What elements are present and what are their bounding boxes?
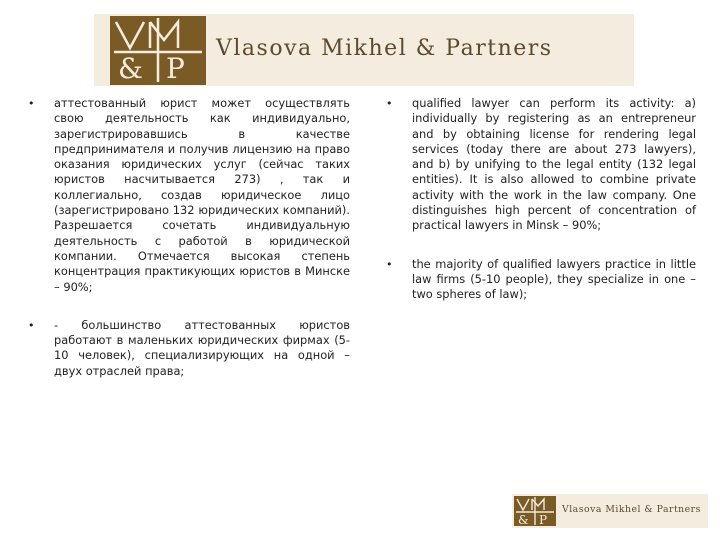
list-item: • - большинство аттестованных юристов работают в маленьких юридических фирмах (5-10 человек), специализирующих на одной – двух отраслей права; — [24, 318, 350, 379]
svg-text:P: P — [539, 513, 548, 526]
svg-text:&: & — [518, 513, 529, 526]
list-item: • the majority of qualified lawyers practice in little law firms (5-10 people), they specialize in one – two spheres of law); — [382, 257, 696, 303]
russian-text-column — [24, 96, 350, 379]
header-banner — [94, 14, 634, 86]
footer-brand-name: Vlasova Mikhel & Partners — [562, 504, 701, 515]
footer-banner — [512, 494, 708, 528]
list-item: • аттестованный юрист может осуществлять свою деятельность как индивидуально, зарегистрировавшись в качестве предпринимателя и получив лицензию на право оказания юридических услуг (сейчас таких юристов насчитывается 273) , так и коллегиально, создав юридическое лицо (зарегистрировано 132 юридических компаний). Разрешается сочетать индивидуальную деятельность с работой в юридической компании. Отмечается высокая степень концентрация практикующих юристов в Минске – 90%; — [24, 96, 350, 295]
vmp-logo-icon — [110, 16, 206, 85]
svg-text:P: P — [166, 52, 185, 85]
vmp-logo-small-icon — [514, 496, 556, 526]
brand-name: Vlasova Mikhel & Partners — [216, 36, 553, 61]
list-item: • qualified lawyer can perform its activity: a) individually by registering as an entrepreneur and by obtaining license for rendering legal services (today there are about 273 lawyers), and b) by unifying to the legal entity (132 legal entities). It is also allowed to combine private activity with the work in the law company. One distinguishes high percent of concentration of practical lawyers in Minsk – 90%; — [382, 96, 696, 234]
svg-text:&: & — [118, 52, 143, 85]
english-text-column — [382, 96, 696, 303]
